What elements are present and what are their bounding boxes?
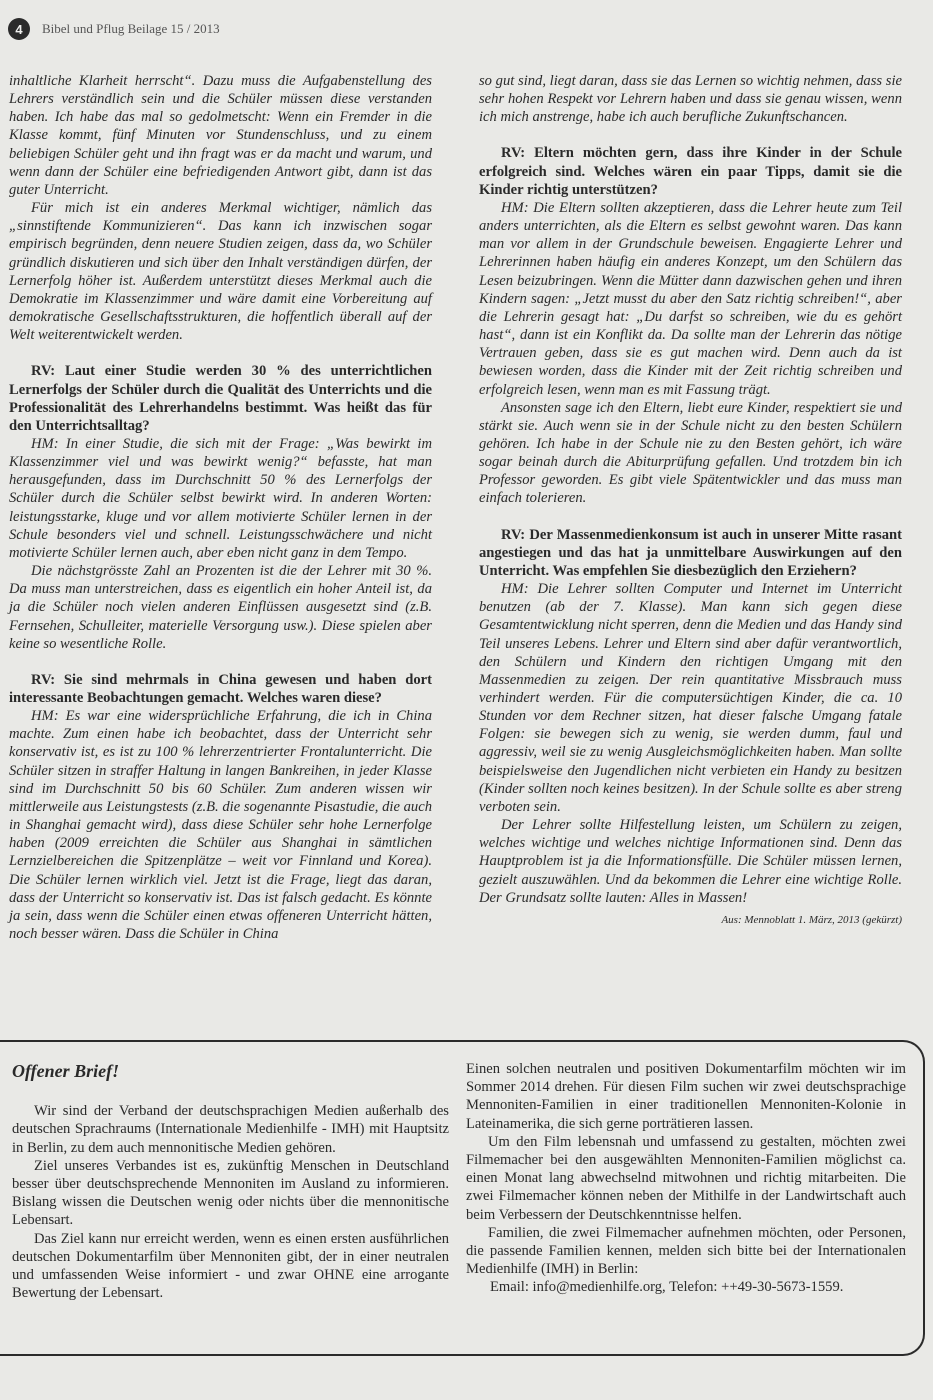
answer-paragraph: Für mich ist ein anderes Merkmal wichtiger, nämlich das „sinnstiftende Kommunizieren“. Das kann ich inzwischen sogar empirisch begründen, denn neuere Studien zeigen, dass da, wo Schüler gründlich diskutieren und sich über den Inhalt verständigen dürfen, der Lernerfolg höher ist. Außerdem unterstützt dieses Merkmal auch die Demokratie im Klassenzimmer und wäre damit eine Vorbereitung auf demokratische Gesellschaftsstrukturen, die hoffentlich überall auf der Welt weiterentwickelt werden. [9,200,432,344]
letter-paragraph: Einen solchen neutralen und positiven Dokumentarfilm möchten wir im Sommer 2014 drehen. Für diesen Film suchen wir zwei deutschsprachige Mennoniten-Familien in einer traditionellen Mennoniten-Kolonie in Lateinamerika, die sich gerne porträtieren lassen. [466,1061,906,1132]
answer-paragraph: HM: Die Eltern sollten akzeptieren, dass die Lehrer heute zum Teil anders unterrichten, als die Eltern es selbst gewohnt waren. Das kann man vor allem in der Grundschule beweisen. Engagierte Lehrer und Lehrerinnen haben häufig ein anderes Konzept, um den Schülern das Lesen beizubringen. Wenn die Mütter dann dazwischen gehen und ihren Kindern sagen: „Jetzt musst du aber den Satz richtig schreiben!“, aber die Lehrerin gesagt hat: „Du darfst so schreiben, wie du es gehört hast“, dann ist ein Konflikt da. Da sollte man der Lehrerin das nötige Vertrauen geben, dass sie es gut machen wird. Denn auch da ist bewiesen worden, dass die Kinder mit der Zeit richtig schreiben und erfolgreich lesen, wenn man es mit Fassung trägt. [479,199,902,398]
letter-paragraph: Um den Film lebensnah und umfassend zu gestalten, möchten zwei Filmemacher bei den ausgewählten Mennoniten-Familien möglichst ca. einen Monat lang abwechselnd mitwohnen und richtig mitarbeiten. Die zwei Filmemacher können neben der Mithilfe in der Landwirtschaft auch beim Verbessern der Deutschkenntnisse helfen. [466,1133,906,1223]
left-column [9,72,432,943]
source-citation: Aus: Mennoblatt 1. März, 2013 (gekürzt) [721,913,902,926]
letter-title: Offener Brief! [12,1061,120,1081]
running-title: Bibel und Pflug Beilage 15 / 2013 [42,21,220,36]
letter-paragraph: Wir sind der Verband der deutschsprachigen Medien außerhalb des deutschen Sprachraums (Internationale Medienhilfe - IMH) mit Hauptsitz in Berlin, zu dem auch mennonitische Medien gehören. [12,1103,449,1156]
answer-paragraph: HM: Es war eine widersprüchliche Erfahrung, die ich in China machte. Zum einen habe ich beobachtet, dass der Unterricht sehr konservativ ist, es ist zu 100 % lehrerzentrierter Frontalunterricht. Die Schüler sitzen in straffer Haltung in langen Bankreihen, in jeder Klasse sind im Durchschnitt 50 bis 60 Schüler. Zum anderen wissen wir mittlerweile aus Leistungstests (z.B. die sogenannte Pisastudie, die auch in Shanghai gemacht wird), dass diese Schüler sehr hohe Lernerfolge haben (2009 erreichten die Schüler aus Shanghai in sämtlichen Lernzielbereichen die Spitzenplätze – weit vor Finnland und Korea). Die Schüler lernen wirklich viel. Jetzt ist die Frage, liegt das daran, dass der Unterricht so konservativ ist. Das ist falsch gedacht. Es könnte ja sein, dass wenn die Schüler einen etwas offeneren Unterricht hätten, noch besser wären. Dass die Schüler in China [9,708,432,943]
open-letter-box [0,1040,925,1356]
letter-paragraph: Das Ziel kann nur erreicht werden, wenn es einen ersten ausführlichen deutschen Dokumentarfilm über Mennoniten gibt, der in einer neutralen und umfassenden Weise informiert - und zwar OHNE eine arrogante Bewertung der Lebensart. [12,1230,449,1302]
page-number-badge: 4 [8,18,30,40]
page-header [8,16,220,42]
interview-question: RV: Laut einer Studie werden 30 % des unterrichtlichen Lernerfolgs der Schüler durch die Qualität des Unterrichts und die Professionalität des Lehrerhandelns bestimmt. Was heißt das für den Unterrichtsalltag? [9,363,432,434]
answer-paragraph: Der Lehrer sollte Hilfestellung leisten, um Schülern zu zeigen, welches wichtige und welches nichtige Informationen sind. Denn das Hauptproblem ist ja die Informationsfülle. Die Schüler müssen lernen, gezielt auszuwählen. Und da bekommen die Lehrer eine wichtige Rolle. Der Grundsatz sollte lauten: Alles in Massen! [479,817,902,906]
letter-paragraph: Ziel unseres Verbandes ist es, zukünftig Menschen in Deutschland besser über deutschsprechende Mennoniten im Ausland zu informieren. Bislang wissen die Deutschen wenig oder nichts über die mennonitische Lebensart. [12,1157,449,1229]
interview-question: RV: Der Massenmedienkonsum ist auch in unserer Mitte rasant angestiegen und das hat ja unmittelbare Auswirkungen auf den Unterricht. Was empfehlen Sie diesbezüglich den Erziehern? [479,526,902,579]
answer-paragraph: HM: Die Lehrer sollten Computer und Internet im Unterricht benutzen (ab der 7. Klasse). Man kann sich gegen diese Gesamtentwicklung nicht sperren, denn die Medien und das Handy sind Teil unseres Lebens. Lehrer und Eltern sind aber dafür verantwortlich, den Schülern und Kindern den richtigen Umgang mit den Massenmedien zu zeigen. Der rein quantitative Missbrauch muss verhindert werden. Für die computersüchtigen Kinder, die ca. 10 Stunden vor dem Rechner sitzen, hat dieser falsche Umgang fatale Folgen: sie bewegen sich zu wenig, sie werden dumm, faul und aggressiv, weil sie zu wenig Ausgleichsmöglichkeiten haben. Man sollte beispielsweise den Jugendlichen nicht verbieten ein Handy zu besitzen (Kinder sollten noch keines besitzen). In der Schule sollte es aber streng verboten sein. [479,581,902,815]
interview-question: RV: Eltern möchten gern, dass ihre Kinder in der Schule erfolgreich sind. Welches wären ein paar Tipps, damit sie die Kinder richtig unterstützen? [479,145,902,198]
contact-line: Email: info@medienhilfe.org, Telefon: ++49-30-5673-1559. [490,1279,844,1296]
answer-paragraph: Die nächstgrösste Zahl an Prozenten ist die der Lehrer mit 30 %. Da muss man unterstreichen, dass es eigentlich ein hoher Anteil ist, da ja die Schüler noch vielen anderen Einflüssen ausgesetzt sind (z.B. Fernsehen, Schulleiter, materielle Versorgung usw.). Diese spielen aber keine so wesentliche Rolle. [9,563,432,652]
answer-paragraph: HM: In einer Studie, die sich mit der Frage: „Was bewirkt im Klassenzimmer viel und was bewirkt wenig?“ befasste, hat man herausgefunden, dass im Durchschnitt 50 % des Lernerfolgs der Schüler durch die Schüler selbst bewirkt wird. In anderen Worten: leistungsstarke, kluge und vor allem motivierte Schüler lernen in der Schule besonders viel und schnell. Leistungsschwächere und nicht motivierte Schüler lernen auch, aber eben nicht ganz in dem Tempo. [9,435,432,561]
answer-paragraph: Ansonsten sage ich den Eltern, liebt eure Kinder, respektiert sie und stärkt sie. Auch wenn sie in der Schule nicht zu den besten Schülern gehören. Ich habe in der Schule nie zu den Besten gehört, ich wäre sogar beinah durch die Abiturprüfung gefallen. Und trotzdem bin ich Professor geworden. Es gibt viele Spätentwickler und das muss man einfach tolerieren. [479,399,902,507]
letter-right-column [466,1060,906,1297]
letter-left-column [12,1062,449,1302]
right-column [479,72,902,929]
interview-question: RV: Sie sind mehrmals in China gewesen und haben dort interessante Beobachtungen gemacht. Welches waren diese? [9,671,432,706]
answer-paragraph: so gut sind, liegt daran, dass sie das Lernen so wichtig nehmen, dass sie sehr hohen Respekt vor Lehrern haben und dass sie genau wissen, wenn ich mich anstrenge, habe ich auch berufliche Zukunftschancen. [479,73,902,126]
letter-paragraph: Familien, die zwei Filmemacher aufnehmen möchten, oder Personen, die passende Familien kennen, melden sich bitte bei der Internationalen Medienhilfe (IMH) in Berlin: [466,1224,906,1278]
answer-paragraph: inhaltliche Klarheit herrscht“. Dazu muss die Aufgabenstellung des Lehrers verständlich sein und die Schüler müssen diese verstanden haben. Ich habe das mal so gedolmetscht: Wenn ein Fremder in die Klasse kommt, fünf Minuten vor Stundenschluss, und zu einem beliebigen Schüler geht und ihn fragt was er da macht und warum, und wenn dann der Schüler eine befriedigenden Antwort gibt, dann ist das guter Unterricht. [9,73,432,198]
